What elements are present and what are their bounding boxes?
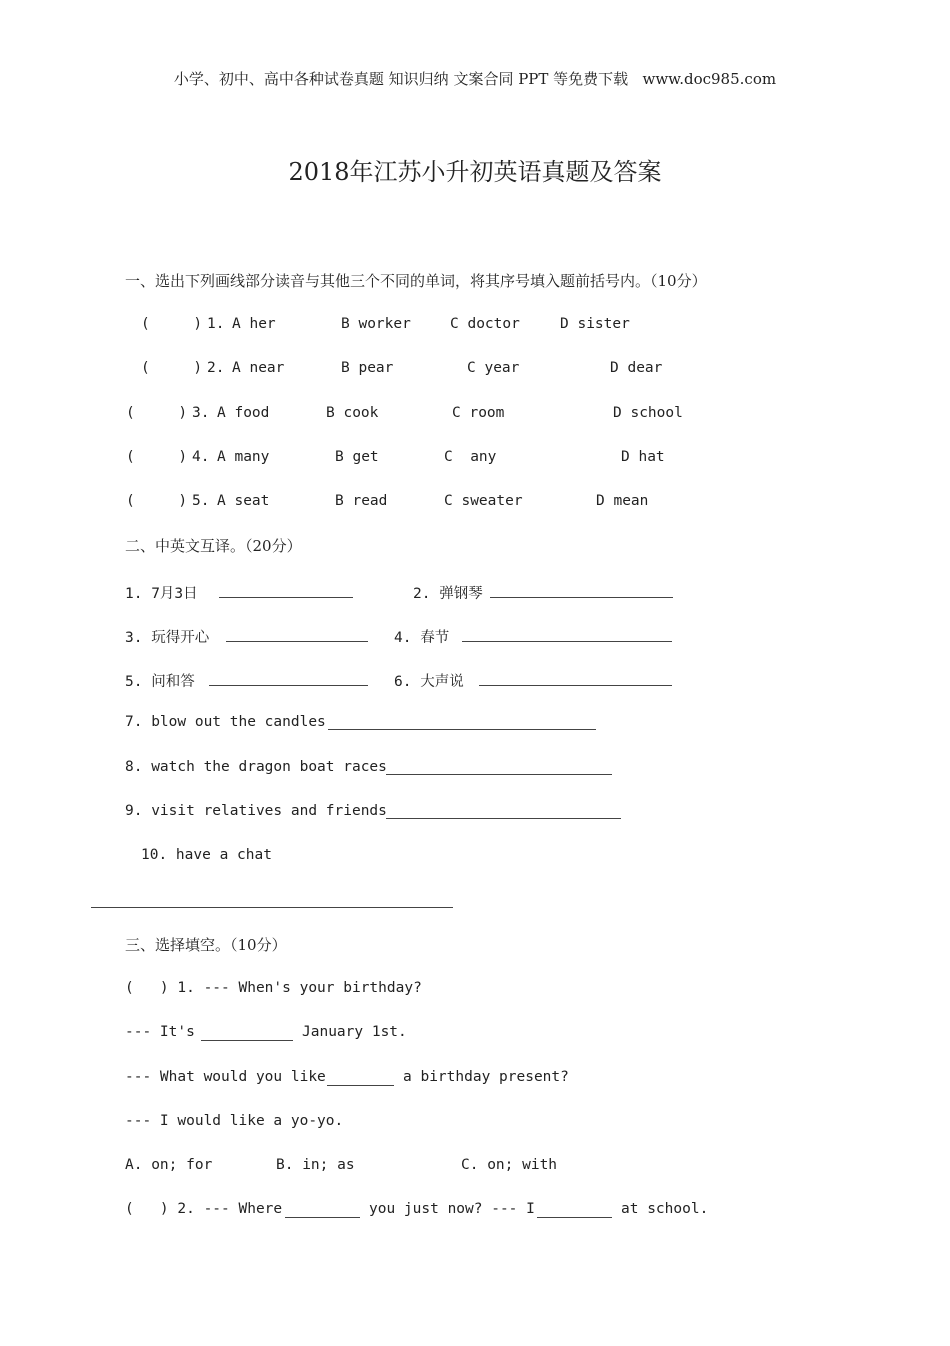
question-number: 5. [192, 493, 210, 509]
answer-bracket[interactable]: ( ) [126, 449, 188, 465]
translation-item: 8. watch the dragon boat races [125, 759, 387, 775]
answer-blank[interactable] [462, 641, 672, 642]
option-a: A seat [217, 493, 270, 509]
option-a: A food [217, 405, 270, 421]
option-d: D dear [610, 360, 663, 376]
translation-item: 10. have a chat [141, 847, 272, 863]
translation-item: 9. visit relatives and friends [125, 803, 387, 819]
option-b: B cook [326, 405, 379, 421]
dialogue-line: --- I would like a yo-yo. [125, 1113, 344, 1129]
question-number: 4. [192, 449, 210, 465]
translation-item: 3. 玩得开心 [125, 630, 210, 646]
option-a: A near [232, 360, 285, 376]
section1-heading: 一、选出下列画线部分读音与其他三个不同的单词，将其序号填入题前括号内。（10分） [125, 272, 707, 290]
option-c: C doctor [450, 316, 520, 332]
option-d: D mean [596, 493, 649, 509]
translation-item: 2. 弹钢琴 [413, 586, 483, 602]
dialogue-line: January 1st. [302, 1024, 407, 1040]
question-1: ( ) 1. --- When's your birthday? [125, 980, 422, 996]
translation-item: 5. 问和答 [125, 674, 195, 690]
translation-item: 7. blow out the candles [125, 714, 326, 730]
question-2-end: at school. [621, 1201, 709, 1217]
dialogue-line: --- It's [125, 1024, 195, 1040]
option-b: B. in; as [276, 1157, 355, 1173]
option-d: D hat [621, 449, 665, 465]
option-b: B get [335, 449, 379, 465]
question-2-middle: you just now? --- I [369, 1201, 535, 1217]
option-c: C room [452, 405, 505, 421]
question-number: 1. [207, 316, 225, 332]
question-number: 2. [207, 360, 225, 376]
answer-blank[interactable] [201, 1040, 293, 1041]
option-a: A her [232, 316, 276, 332]
question-number: 3. [192, 405, 210, 421]
option-c: C. on; with [461, 1157, 558, 1173]
answer-blank[interactable] [386, 774, 612, 775]
translation-item: 4. 春节 [394, 630, 450, 646]
answer-blank[interactable] [91, 907, 453, 908]
option-d: D sister [560, 316, 630, 332]
answer-blank[interactable] [490, 597, 673, 598]
dialogue-line: --- What would you like [125, 1069, 326, 1085]
answer-bracket[interactable]: ( ) [141, 316, 203, 332]
option-a: A. on; for [125, 1157, 213, 1173]
page-title: 2018年江苏小升初英语真题及答案 [288, 158, 662, 186]
page-header: 小学、初中、高中各种试卷真题 知识归纳 文案合同 PPT 等免费下载 www.doc985.com [173, 70, 777, 88]
section3-heading: 三、选择填空。（10分） [125, 936, 287, 954]
question-2: ( ) 2. --- Where [125, 1201, 283, 1217]
dialogue-line: a birthday present? [403, 1069, 569, 1085]
answer-blank[interactable] [537, 1217, 612, 1218]
answer-blank[interactable] [479, 685, 672, 686]
answer-blank[interactable] [285, 1217, 360, 1218]
section2-heading: 二、中英文互译。（20分） [125, 537, 302, 555]
answer-blank[interactable] [209, 685, 368, 686]
option-b: B worker [341, 316, 411, 332]
answer-bracket[interactable]: ( ) [141, 360, 203, 376]
option-b: B pear [341, 360, 394, 376]
option-c: C sweater [444, 493, 523, 509]
answer-blank[interactable] [327, 1085, 394, 1086]
option-c: C any [444, 449, 497, 465]
translation-item: 6. 大声说 [394, 674, 464, 690]
option-a: A many [217, 449, 270, 465]
answer-blank[interactable] [328, 729, 596, 730]
answer-blank[interactable] [386, 818, 621, 819]
option-b: B read [335, 493, 388, 509]
answer-bracket[interactable]: ( ) [126, 405, 188, 421]
option-c: C year [467, 360, 520, 376]
answer-bracket[interactable]: ( ) [126, 493, 188, 509]
answer-blank[interactable] [226, 641, 368, 642]
answer-blank[interactable] [219, 597, 353, 598]
option-d: D school [613, 405, 683, 421]
translation-item: 1. 7月3日 [125, 586, 198, 602]
